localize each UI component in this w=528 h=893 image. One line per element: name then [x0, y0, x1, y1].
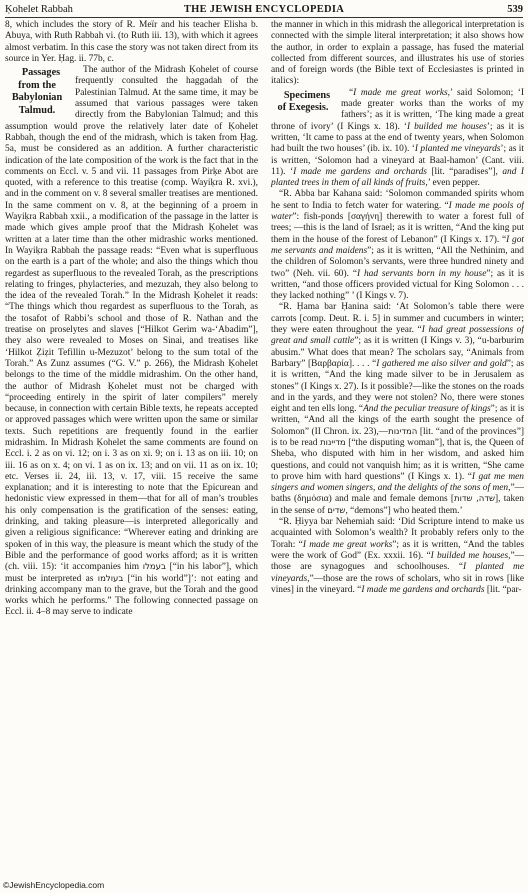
hebrew-word: בעולמו: [97, 573, 124, 584]
text-run: ”; as it is written, “And the tables were the work of God” (Ex. xxxii. 16). “: [271, 539, 524, 561]
hebrew-word: המדינות: [388, 426, 418, 437]
header-page-number: 539: [507, 4, 523, 15]
hebrew-word: שדים: [327, 505, 346, 516]
text-run: ”—baths (δημόσια) and male and female demons [: [271, 483, 524, 505]
text-run: [“the disputing woman”], that is, the Queen of Sheba, who disputed with him in her wisdom, and asked him questions, and could not vanquish him; as it is written, “She came to prove him with hard questions” (I Kings x. 1). “: [271, 437, 524, 482]
scripture-quote: I had servants born in my house: [356, 268, 487, 279]
header-publication-title: THE JEWISH ENCYCLOPEDIA: [183, 4, 345, 15]
scripture-quote: I planted me vineyards,: [271, 562, 524, 584]
text-run: ”: fish-ponds [σαγήνη] therewith to water a forest full of trees; —this is the land of Israel; as it is written, “And the king put them in the house of the forest of Lebanon” (I Kings x. 17). “: [271, 212, 524, 245]
text-run: “R. Ḥama bar Ḥanina said: ‘At Solomon’s table there were carrots [comp. Deut. R. i. 5] in summer and cucumbers in winter; they were eaten throughout the year. “: [271, 302, 524, 336]
scripture-quote: I gat me men singers and women singers, and the delights of the sons of men,: [271, 471, 524, 494]
text-run: [lit. “and of the provinces”] is to be read: [271, 426, 524, 448]
text-run: ”—those are synagogues and schoolhouses. “: [271, 550, 524, 573]
scripture-quote: I made me gardens and orchards: [293, 166, 427, 177]
intro-paragraph: 8, which includes the story of R. Meïr and his teacher Elisha b. Abuya, with Ruth Rabbah vi. (to Ruth iii. 13), with which it agrees almost verbatim. In this case the story was not taken direct from its source in Yer. Ḥag. ii. 77b, c.: [5, 20, 258, 64]
text-run: ”; as it is written (I Kings v. 3), “u-barburim abusim.” What does that mean? The scholars say, “Animals from Barbary” [Βαρβαρία]. . . . “: [271, 336, 524, 369]
text-run: ”; as it is written, “And the king made silver to be in Jerusalem as stones” (I Kings x. 27). Is it possible?—like the stones on the roads and in the yards, and they were not stolen? No, there were stones eight and ten ells long. “: [271, 358, 524, 415]
left-column: [5, 20, 258, 879]
text-run: “: [349, 87, 354, 98]
text-run: ’; as it is written, ‘Solomon had a vineyard at Baal-hamon’ (Cant. viii. 11). ‘: [271, 144, 524, 177]
hebrew-word: בעמלו: [142, 562, 166, 573]
text-run: ’ even pepper.: [427, 178, 480, 189]
hebrew-word: מדיינות: [320, 437, 346, 448]
text-run: ”—those are the rows of scholars, who sit in rows [like vines] in the vineyard. “: [271, 573, 524, 595]
scripture-quote: I made me great works,: [353, 87, 451, 98]
hama-bar-hanina-paragraph: [271, 302, 524, 517]
text-run: “R. Abba bar Kahana said: ‘Solomon commanded spirits whom he sent to India to fetch water for watering. “: [271, 189, 524, 211]
right-column: [271, 20, 524, 879]
sidebar-heading-babylonian-talmud: Passages from the Babylonian Talmud.: [11, 67, 63, 116]
text-run: ”; as it is written, “All the Nethinim, and the children of Solomon’s servants, were three hundred ninety and two” (Neh. vii. 60). “: [271, 245, 524, 279]
sidebar-heading-specimens-of-exegesis: Specimens of Exegesis.: [277, 89, 331, 114]
text-run: , “demons”] who heated them.’: [345, 505, 463, 516]
scripture-quote: I got me servants and maidens: [271, 234, 524, 256]
scripture-quote: I had great possessions of great and small cattle: [271, 325, 524, 347]
scripture-quote: and I planted trees in them of all kinds of fruits,: [271, 166, 524, 189]
text-run: ’ said Solomon; ‘I made greater works than the works of my fathers’; as it is written, ‘The king made a great throne of ivory’ (I Kings x. 18). ‘: [271, 87, 524, 132]
scripture-quote: I planted me vineyards: [414, 144, 501, 155]
scripture-quote: I made me pools of water: [271, 200, 524, 223]
text-run: “R. Ḥiyya bar Nehemiah said: ‘Did Scripture intend to make us acquainted with Solomon’s wealth? It probably refers only to the Torah: “: [271, 517, 524, 550]
authorship-text-end: [“in his world”]’: not eating and drinking accompany man to the grave, but the Torah and the good works which he performs.” The following connected passage on Eccl. ii. 4–8 may serve to indicate: [5, 573, 258, 618]
great-works-paragraph: [271, 88, 524, 190]
header-rule: [5, 17, 523, 18]
scripture-quote: I made me gardens and orchards: [361, 584, 485, 595]
text-run: ’; as it is written, ‘It came to pass at the end of twenty years, when Solomon had built the two houses’ (ib. ix. 10). ‘: [271, 121, 524, 155]
authorship-text-cont: [“in his labor”], which must be interpreted as: [5, 562, 258, 584]
header-article-title: Ḳohelet Rabbah: [5, 4, 73, 15]
scripture-quote: I made me great works: [302, 539, 393, 550]
scripture-quote: I gathered me also silver and gold: [376, 358, 507, 369]
hiyya-bar-nehemiah-paragraph: [271, 517, 524, 596]
text-run: ], taken in the sense of: [271, 494, 524, 516]
text-run: [lit. “paradises”],: [426, 166, 503, 177]
scripture-quote: I builded me houses: [406, 121, 487, 132]
text-run: [lit. “par-: [484, 584, 522, 595]
abba-bar-kahana-paragraph: [271, 189, 524, 302]
authorship-paragraph: [5, 65, 258, 619]
scripture-quote: And the peculiar treasure of kings: [363, 404, 491, 415]
text-run: ”; as it is written, “And all the kings of the earth sought the presence of Solomon” (II Chron. ix. 23),—: [271, 404, 524, 437]
copyright-footer: ©JewishEncyclopedia.com: [3, 880, 105, 890]
running-header: [5, 3, 523, 16]
authorship-text: The author of the Midrash Ḳohelet of course frequently consulted the haggadah of the Palestinian Talmud. At the same time, it may be assumed that various passages were taken directly from the Babylonian Talmud; and this assumption would prove the relatively later date of Ḳohelet Rabbah, though the end of the midrash, which is taken from Ḥag. 5a, must be considered as an addition. A further characteristic indication of the late composition of the work is the fact that in the comments on Eccl. v. 5 and vii. 11 passages from Pirḳe Abot are quoted, with a reference to this treatise (comp. Wayiḳra R. xvi.), and in the comment on v. 8 several smaller treatises are mentioned. In the same comment on v. 8, at the beginning of a proem in Wayiḳra Rabbah xxii., a modification of the passage in the latter is made which gives ample proof that the Midrash Ḳohelet was written at a later time than the other midrashic works mentioned. In Wayiḳra Rabbah the passage reads: “Even what is superfluous on the earth is a part of the whole; and also the things which thou regardest as superfluous to the revealed Torah, as the prescriptions relating to fringes, phylacteries, and mezuzah, they also belong to the idea of the revealed Torah.” In the Midrash Ḳohelet it reads: “The things which thou regardest as superfluous to the Torah, as the tosafot of Rabbi’s school and those of R. Nathan and the treatise on proselytes and slaves [“Hilkot Gerim wa-‘Abadim”], they also were revealed to Moses on Sinai, and treatises like ‘Hilkot Ẓiẓit Tefillin u-Mezuzot’ belong to the sum total of the Torah.” As Zunz assumes (“G. V.” p. 266), the Midrash Ḳohelet belongs to the time of the middle midrashim. On the other hand, the author of Midrash Ḳohelet must not be charged with “proceeding entirely in the spirit of later compilers” merely because, in connection with certain Bible texts, he repeats accepted or approved passages which were written upon the same or similar texts. Such repetitions are frequently found in the earlier midrashim. In Midrash Ḳohelet the same comments are found on Eccl. i. 2 as on vi. 12; on i. 3 as on xi. 9; on i. 13 as on iii. 10; on iii. 16 as on x. 4; on vi. 1 as on ix. 13; and on vii. 11 as on ix. 10; etc. Verses ii. 24, iii. 13, v. 17, viii. 15 receive the same explanation; and it is interesting to note that the Epicurean and hedonistic view expressed in them—that for all of man’s troubles his only compensation is the gratification of the senses: eating, drinking, and taking pleasure—is interpreted allegorically and given a religious significance: “Wherever eating and drinking are spoken of in this way, the pleasure is meant which the study of the Bible and the performance of good works afford; as it is written (ch. viii. 15): ‘it accompanies him: [5, 65, 258, 573]
text-run: ”; as it is written, “and those officers provided victual for King Solomon . . . they lacked nothing” ’ (I Kings v. 7).: [271, 268, 524, 302]
scripture-quote: I builded me houses,: [430, 550, 511, 561]
hebrew-word: שדה, שדות: [453, 494, 496, 505]
continuation-paragraph: the manner in which in this midrash the allegorical interpretation is connected with the simple literal interpretation; it also shows how the author, in order to explain a passage, has fused the material collected from different sources, and illustrates his use of stories and of foreign words (the Bible text of Ecclesiastes is printed in italics):: [271, 20, 524, 87]
